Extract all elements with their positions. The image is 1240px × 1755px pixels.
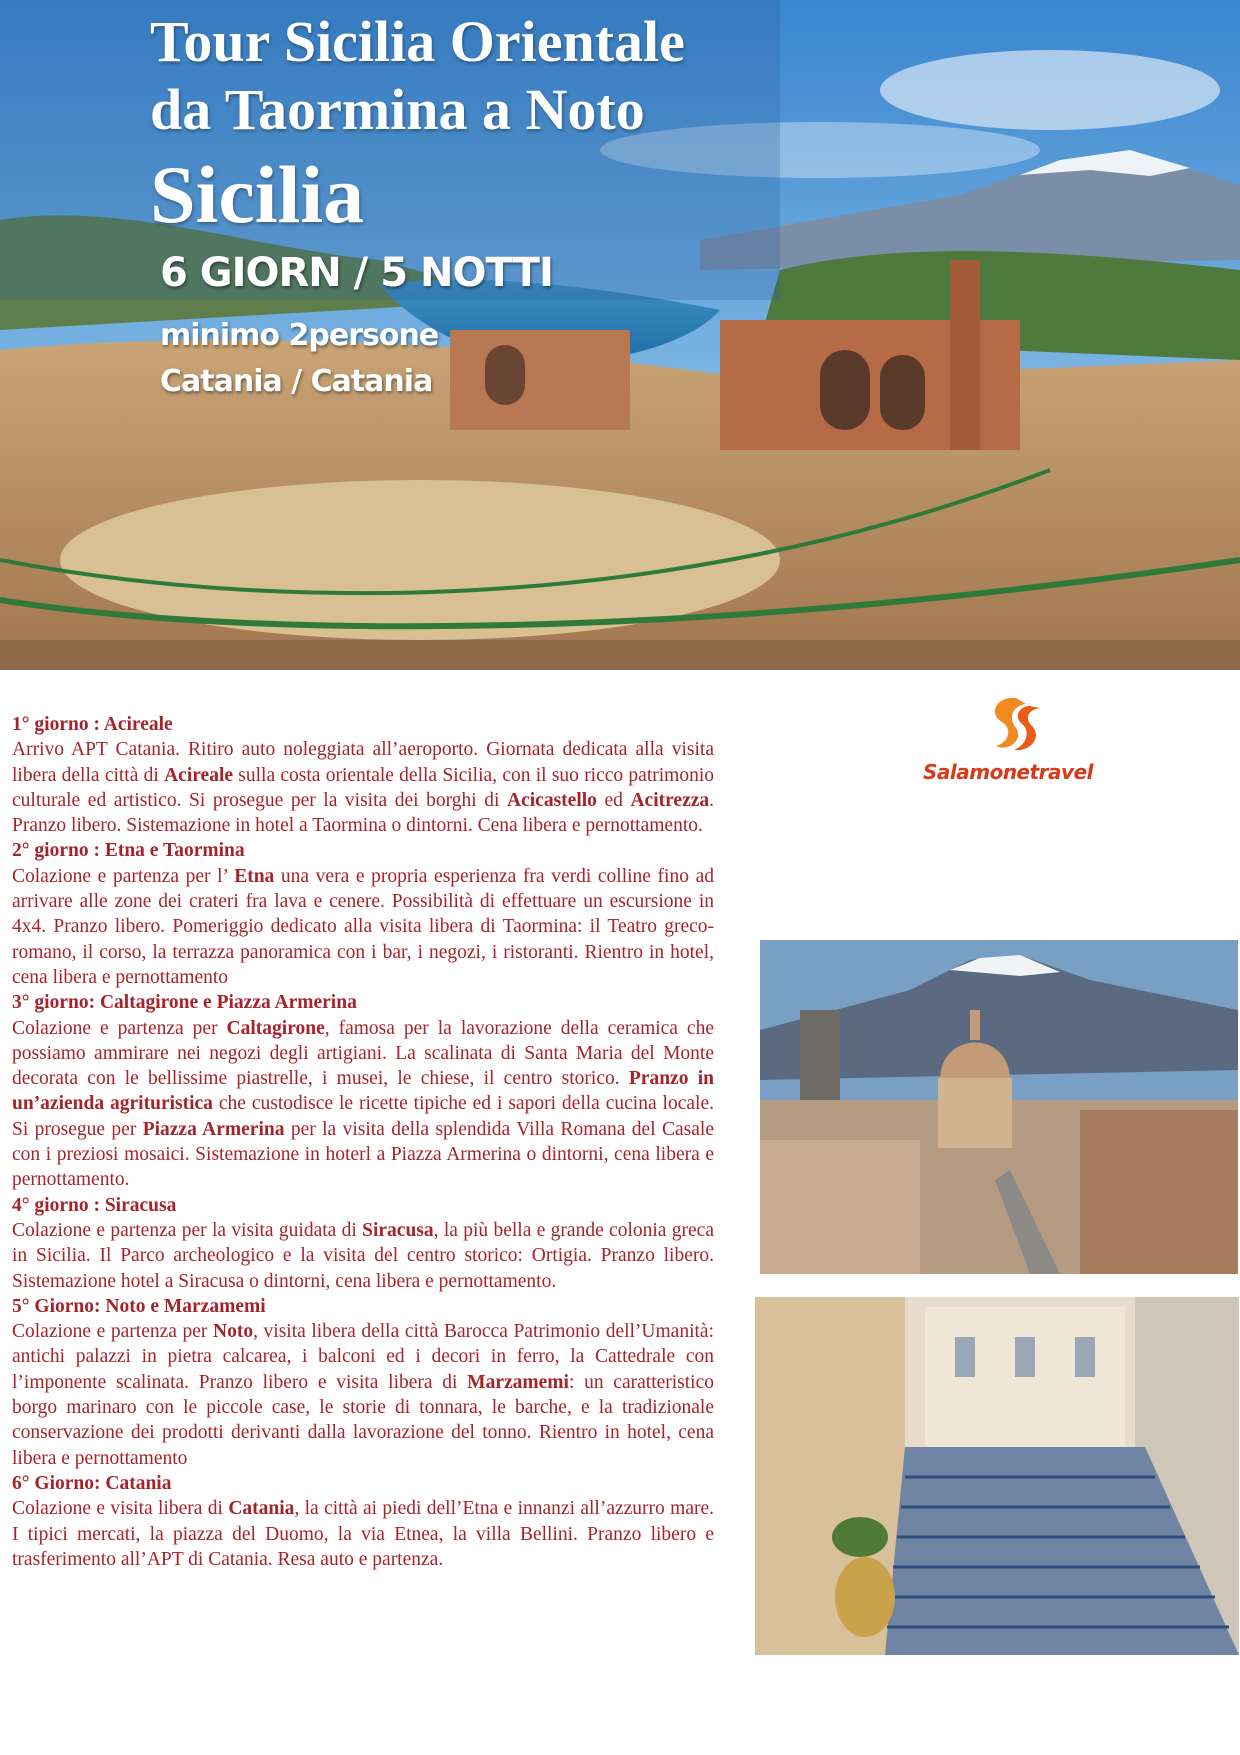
day-title: 4° giorno : Siracusa — [12, 1194, 177, 1216]
min-people-label: minimo 2persone — [160, 318, 439, 353]
description-text: , la città ai piedi dell’Etna e innanzi all’azzurro mare. I tipici mercati, la piazza del Duomo, la via Etnea, la villa Bellini. Pranzo libero e trasferimento all’APT di Catania. Resa auto e partenza. — [12, 1498, 714, 1570]
description-text: . Pranzo libero. Sistemazione in hotel a Taormina o dintorni. Cena libera e pernottamento. — [12, 789, 715, 837]
highlighted-place: Noto — [213, 1321, 254, 1343]
description-text: sulla costa orientale della Sicilia, con il suo ricco patrimonio culturale ed artistico. Si prosegue per la visita dei borghi di — [12, 764, 714, 811]
highlighted-place: Acitrezza — [630, 789, 710, 811]
region-title: Sicilia — [150, 149, 365, 240]
description-text: per la visita della splendida Villa Romana del Casale con i preziosi mosaici. Sistemazione in hoterl a Piazza Armerina o dintorni, cena libera e pernottamento. — [12, 1118, 714, 1191]
caltagirone-stairs-photo — [755, 1297, 1239, 1655]
description-text: : un caratteristico borgo marinaro con le piccole case, le storie di tonnara, le barche, e la tradizionale conservazione dei prodotti derivanti dalla lavorazione del tonno. Rientro in hotel, cena libera e pernottamento — [12, 1371, 715, 1469]
description-text: , la più bella e grande colonia greca in Sicilia. Il Parco archeologico e la visita del centro storico: Ortigia. Pranzo libero. Sistemazione hotel a Siracusa o dintorni, cena libera e pernottamento. — [12, 1219, 714, 1292]
highlighted-place: Piazza Armerina — [142, 1118, 285, 1140]
day-description — [12, 737, 714, 838]
day-title: 6° Giorno: Catania — [12, 1472, 172, 1494]
day-description — [12, 1016, 714, 1193]
logo-mark-icon — [918, 692, 1098, 762]
itinerary — [12, 712, 714, 1572]
description-text: , famosa per la lavorazione della ceramica che possiamo ammirare nei negozi degli artigiani. La scalinata di Santa Maria del Monte decorata con le bellissime piastrelle, i musei, le chiese, il centro storico. — [12, 1017, 714, 1090]
day-title: 3° giorno: Caltagirone e Piazza Armerina — [12, 992, 357, 1014]
description-text: che custodisce le ricette tipiche ed i sapori della cucina locale. Si prosegue per — [12, 1093, 714, 1140]
day-description — [12, 1218, 714, 1294]
highlighted-place: Catania — [228, 1498, 295, 1520]
highlighted-place: Acicastello — [507, 789, 597, 811]
day-title: 2° giorno : Etna e Taormina — [12, 840, 245, 862]
description-text: , visita libera della città Barocca Patrimonio dell’Umanità: antichi palazzi in pietra calcarea, i balconi ed i decori in ferro, la Cattedrale con l’imponente scalinata. Pranzo libero e visita libera di — [12, 1321, 714, 1393]
highlighted-place: Pranzo in un’azienda agrituristica — [12, 1068, 714, 1115]
description-text: Colazione e visita libera di — [12, 1498, 229, 1520]
description-text: una vera e propria esperienza fra verdi colline fino ad arrivare alle zone dei crateri fra lava e cenere. Possibilità di effettuare un escursione in 4x4. Pranzo libero. Pomeriggio dedicato alla visita libera di Taormina: il Teatro greco-romano, il corso, la terrazza panoramica con i bar, i negozi, i ristoranti. Rientro in hotel, cena libera e pernottamento — [12, 865, 714, 988]
catania-photo — [760, 940, 1238, 1274]
description-text: Colazione e partenza per l’ — [12, 865, 235, 887]
salamone-travel-logo — [918, 692, 1098, 792]
description-text: Colazione e partenza per — [12, 1017, 227, 1039]
day-title: 1° giorno : Acireale — [12, 714, 173, 735]
highlighted-place: Acireale — [164, 764, 234, 786]
route-label: Catania / Catania — [160, 364, 433, 399]
logo-text: Salamonetravel — [922, 760, 1093, 784]
day-description — [12, 1319, 714, 1471]
highlighted-place: Marzamemi — [467, 1371, 569, 1393]
description-text: Colazione e partenza per — [12, 1321, 213, 1343]
description-text: ed — [596, 789, 631, 811]
tour-title-line2: da Taormina a Noto — [150, 77, 645, 142]
duration-label: 6 GIORN / 5 NOTTI — [160, 250, 553, 296]
tour-title-line1: Tour Sicilia Orientale — [150, 9, 685, 74]
day-description — [12, 864, 714, 990]
highlighted-place: Etna — [234, 865, 275, 887]
highlighted-place: Caltagirone — [226, 1017, 325, 1039]
hero-banner — [0, 0, 1240, 670]
description-text: Arrivo APT Catania. Ritiro auto noleggiata all’aeroporto. Giornata dedicata alla visita libera della città di — [12, 739, 714, 786]
description-text: Colazione e partenza per la visita guidata di — [12, 1219, 363, 1241]
highlighted-place: Siracusa — [362, 1219, 434, 1241]
day-title: 5° Giorno: Noto e Marzamemi — [12, 1295, 266, 1317]
day-description — [12, 1496, 714, 1572]
